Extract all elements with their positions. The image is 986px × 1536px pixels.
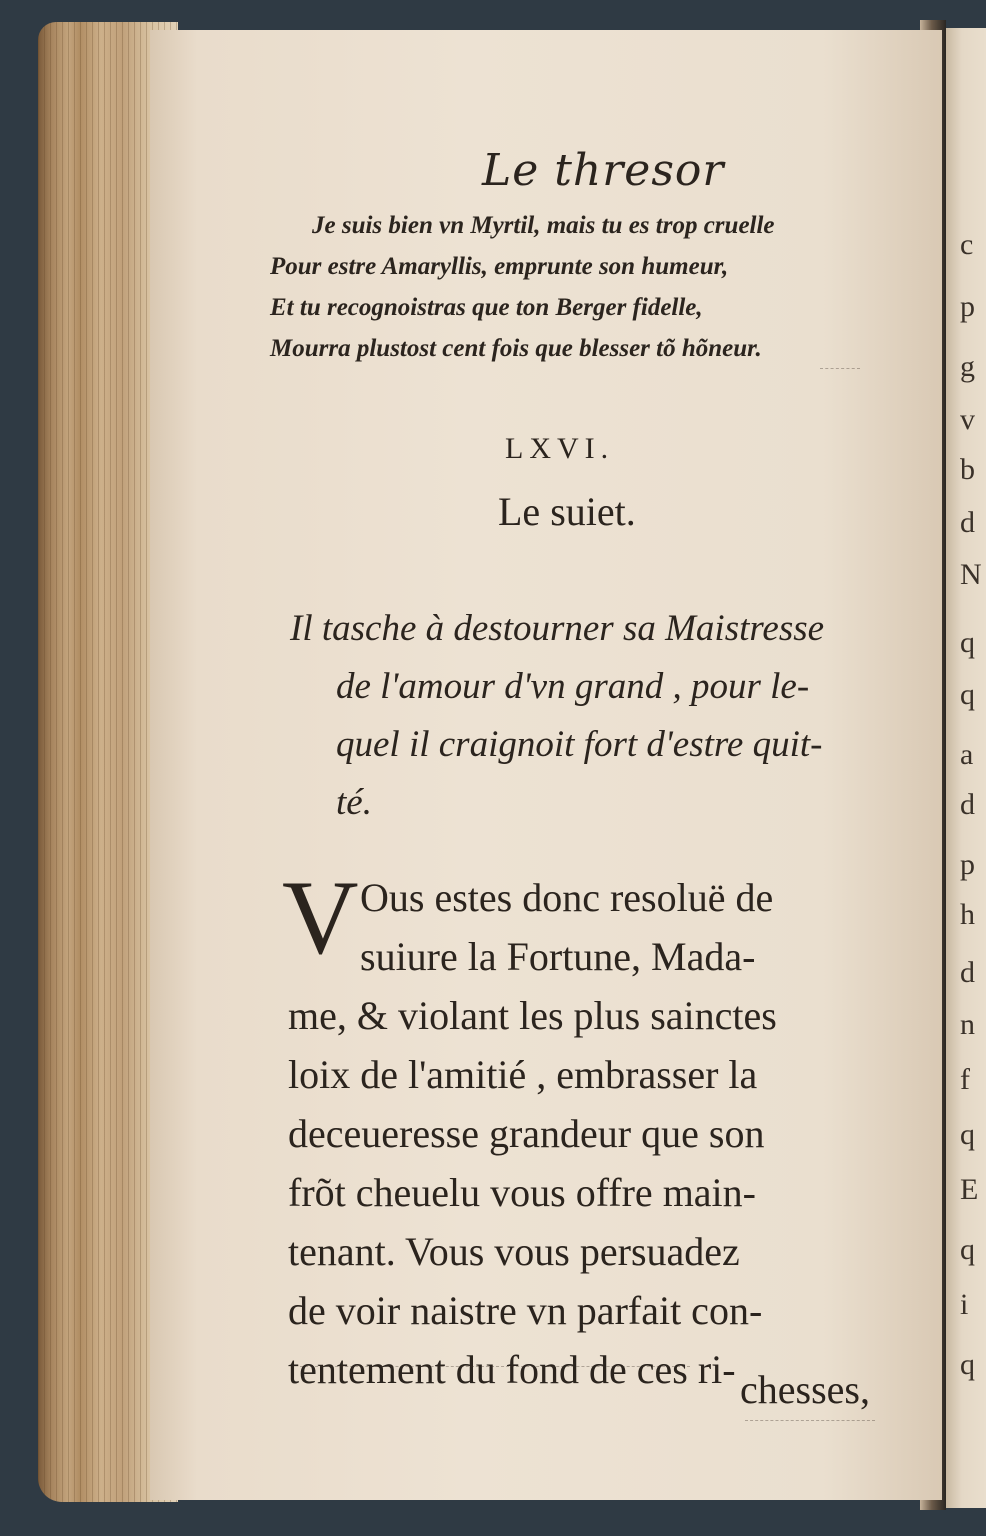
- facing-letter: q: [960, 1348, 975, 1381]
- body-line: frõt cheuelu vous offre main-: [288, 1170, 756, 1215]
- body-line: me, & violant les plus sainctes: [288, 993, 777, 1038]
- verse-line: Et tu recognoistras que ton Berger fidelle,: [270, 294, 703, 321]
- verse-block: [270, 205, 890, 369]
- verse-line: Pour estre Amaryllis, emprunte son humeur,: [270, 253, 729, 280]
- facing-letter: q: [960, 678, 975, 711]
- body-line: de voir naistre vn parfait con-: [288, 1288, 763, 1333]
- catchword: chesses,: [740, 1367, 870, 1412]
- body-line: loix de l'amitié , embrasser la: [288, 1052, 758, 1097]
- body-line: deceueresse grandeur que son: [288, 1111, 765, 1156]
- facing-letter: d: [960, 788, 975, 821]
- verse-line: Mourra plustost cent fois que blesser tõ hõneur.: [270, 335, 762, 362]
- facing-letter: a: [960, 738, 974, 771]
- subject-title: Le suiet.: [498, 489, 636, 534]
- body-line: suiure la Fortune, Mada-: [360, 934, 756, 979]
- facing-letter: h: [960, 898, 975, 931]
- facing-letter: q: [960, 626, 975, 659]
- argument-line: de l'amour d'vn grand , pour le-: [336, 666, 810, 707]
- facing-letter: E: [960, 1173, 979, 1206]
- catchword-rule: [300, 1366, 690, 1367]
- drop-cap: V: [282, 859, 359, 976]
- body-text: [288, 868, 908, 1399]
- body-line: Ous estes donc resoluë de: [360, 875, 774, 920]
- bottom-rule: [745, 1420, 875, 1421]
- verse-rule: [820, 368, 860, 369]
- facing-letter: g: [960, 350, 975, 383]
- facing-letter: q: [960, 1233, 975, 1266]
- facing-letter: f: [960, 1063, 970, 1096]
- argument-line: té.: [336, 782, 372, 823]
- running-head: Le thresor: [482, 145, 725, 196]
- facing-letter: p: [960, 290, 975, 323]
- facing-letter: d: [960, 506, 975, 539]
- facing-letter: i: [960, 1288, 969, 1321]
- section-number: LXVI.: [505, 432, 615, 465]
- argument-block: [290, 600, 900, 832]
- facing-letter: b: [960, 453, 975, 486]
- facing-letter: n: [960, 1008, 975, 1041]
- facing-letter: p: [960, 848, 975, 881]
- body-line: tenant. Vous vous persuadez: [288, 1229, 740, 1274]
- facing-letter: c: [960, 228, 974, 261]
- argument-line: Il tasche à destourner sa Maistresse: [290, 608, 825, 649]
- argument-line: quel il craignoit fort d'estre quit-: [336, 724, 823, 765]
- facing-letter: q: [960, 1118, 975, 1151]
- facing-letter: N: [960, 558, 982, 591]
- body-line: tentement du fond de ces ri-: [288, 1347, 736, 1392]
- facing-page-edge: [946, 28, 986, 1508]
- facing-letter: v: [960, 403, 975, 436]
- verse-line: Je suis bien vn Myrtil, mais tu es trop cruelle: [312, 212, 775, 239]
- facing-letter: d: [960, 956, 975, 989]
